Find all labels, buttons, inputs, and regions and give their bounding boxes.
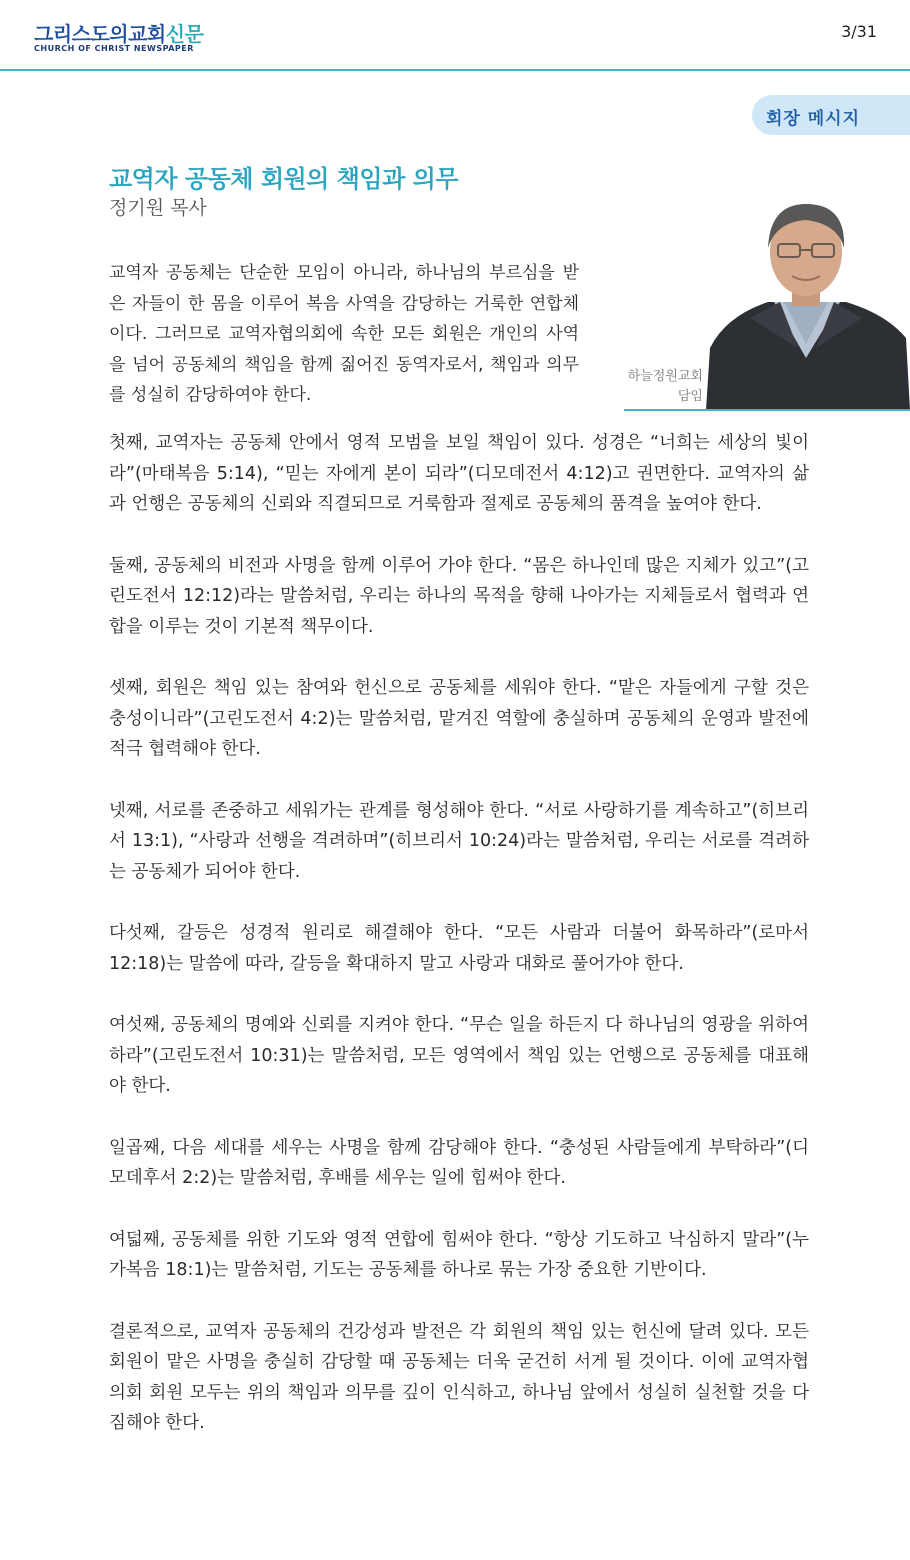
article-author: 정기원 목사 xyxy=(109,197,207,219)
logo-title-main: 그리스도의교회 xyxy=(34,22,166,46)
photo-underline xyxy=(624,409,910,411)
body-paragraph-4: 넷째, 서로를 존중하고 세워가는 관계를 형성해야 한다. “서로 사랑하기를 계속하고”(히브리서 13:1), “사랑과 선행을 격려하며”(히브리서 10:24)라는 말씀처럼, 우리는 서로를 격려하는 공동체가 되어야 한다. xyxy=(109,800,809,882)
section-badge-label: 회장 메시지 xyxy=(766,109,861,129)
photo-caption xyxy=(600,367,703,407)
body-paragraph-6: 여섯째, 공동체의 명예와 신뢰를 지켜야 한다. “무슨 일을 하든지 다 하나님의 영광을 위하여 하라”(고린도전서 10:31)는 말씀처럼, 모든 영역에서 책임 있는 언행으로 공동체를 대표해야 한다. xyxy=(109,1015,809,1096)
logo-title-accent: 신문 xyxy=(165,22,204,46)
author-photo xyxy=(706,198,910,410)
logo-subtitle: CHURCH OF CHRIST NEWSPAPER xyxy=(34,44,194,53)
body-paragraph-9: 결론적으로, 교역자 공동체의 건강성과 발전은 각 회원의 책임 있는 헌신에 달려 있다. 모든 회원이 맡은 사명을 충실히 감당할 때 공동체는 더욱 굳건히 서게 될 것이다. 이에 교역자협의회 회원 모두는 위의 책임과 의무를 깊이 인식하고, 하나님 앞에서 성실히 실천할 것을 다짐해야 한다. xyxy=(109,1321,809,1433)
page-number: 3/31 xyxy=(841,22,877,41)
section-badge xyxy=(752,95,910,135)
church-name: 하늘정원교회 xyxy=(627,369,703,384)
article-title: 교역자 공동체 회원의 책임과 의무 xyxy=(109,165,458,193)
newspaper-logo[interactable] xyxy=(34,18,203,47)
body-paragraph-5: 다섯째, 갈등은 성경적 원리로 해결해야 한다. “모든 사람과 더불어 화목하라”(로마서 12:18)는 말씀에 따라, 갈등을 확대하지 말고 사랑과 대화로 풀어가야 한다. xyxy=(109,923,809,974)
body-paragraph-2: 둘째, 공동체의 비전과 사명을 함께 이루어 가야 한다. “몸은 하나인데 많은 지체가 있고”(고린도전서 12:12)라는 말씀처럼, 우리는 하나의 목적을 향해 나아가는 지체들로서 협력과 연합을 이루는 것이 기본적 책무이다. xyxy=(109,555,809,637)
article-intro xyxy=(109,258,579,411)
body-paragraph-7: 일곱째, 다음 세대를 세우는 사명을 함께 감당해야 한다. “충성된 사람들에게 부탁하라”(디모데후서 2:2)는 말씀처럼, 후배를 세우는 일에 힘써야 한다. xyxy=(109,1137,809,1188)
pastor-role: 담임 xyxy=(677,389,703,404)
body-paragraph-8: 여덟째, 공동체를 위한 기도와 영적 연합에 힘써야 한다. “항상 기도하고 낙심하지 말라”(누가복음 18:1)는 말씀처럼, 기도는 공동체를 하나로 묶는 가장 중요한 기반이다. xyxy=(109,1229,809,1280)
intro-paragraph: 교역자 공동체는 단순한 모임이 아니라, 하나님의 부르심을 받은 자들이 한 몸을 이루어 복음 사역을 감당하는 거룩한 연합체이다. 그러므로 교역자협의회에 속한 모든 회원은 개인의 사역을 넘어 공동체의 책임을 함께 짊어진 동역자로서, 책임과 의무를 성실히 감당하여야 한다. xyxy=(109,263,579,405)
portrait-illustration xyxy=(706,198,910,410)
body-paragraph-3: 셋째, 회원은 책임 있는 참여와 헌신으로 공동체를 세워야 한다. “맡은 자들에게 구할 것은 충성이니라”(고린도전서 4:2)는 말씀처럼, 맡겨진 역할에 충실하며 공동체의 운영과 발전에 적극 협력해야 한다. xyxy=(109,678,809,759)
page-header xyxy=(0,0,910,71)
body-paragraph-1: 첫째, 교역자는 공동체 안에서 영적 모범을 보일 책임이 있다. 성경은 “너희는 세상의 빛이라”(마태복음 5:14), “믿는 자에게 본이 되라”(디모데전서 4:12)고 권면한다. 교역자의 삶과 언행은 공동체의 신뢰와 직결되므로 거룩함과 절제로 공동체의 품격을 높여야 한다. xyxy=(109,433,809,514)
article-body xyxy=(109,428,809,1470)
